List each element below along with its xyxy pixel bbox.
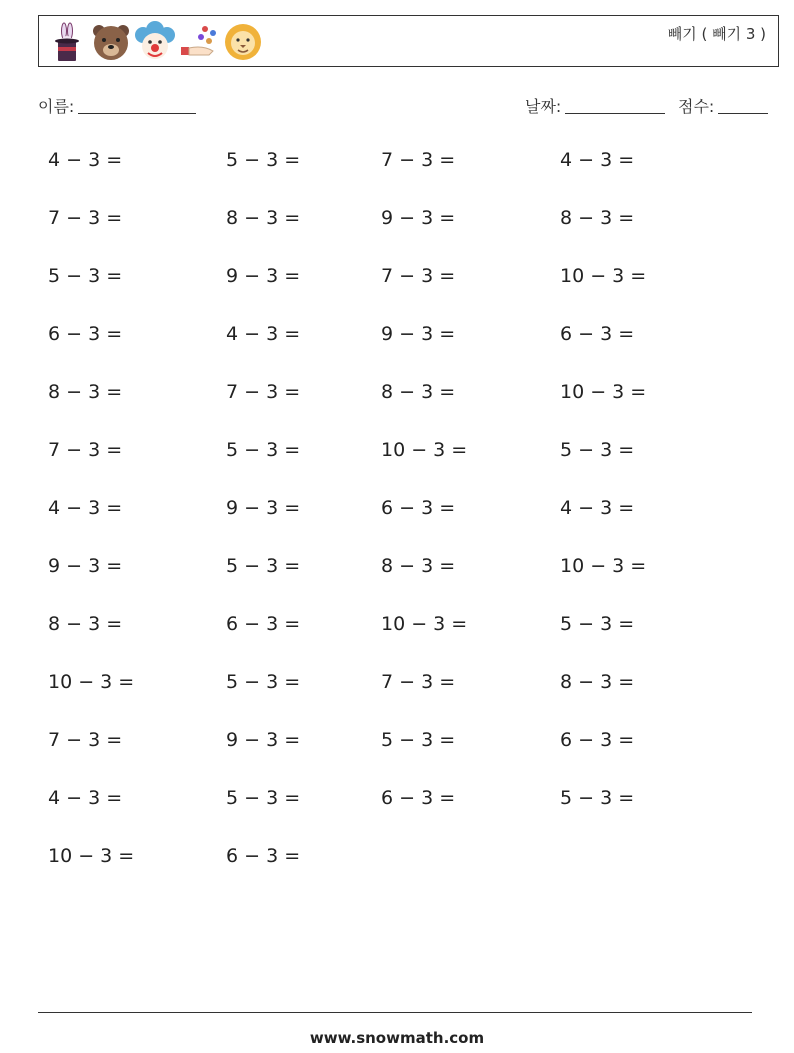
problem-item: 7 − 3 = <box>48 729 123 751</box>
problem-item: 5 − 3 = <box>226 439 301 461</box>
problem-item: 7 − 3 = <box>48 207 123 229</box>
problem-item: 7 − 3 = <box>226 381 301 403</box>
problem-item: 10 − 3 = <box>560 381 647 403</box>
header-icons <box>47 20 263 64</box>
problem-item: 7 − 3 = <box>48 439 123 461</box>
lion-face-icon <box>223 21 263 63</box>
problem-item: 10 − 3 = <box>560 265 647 287</box>
problem-item: 4 − 3 = <box>560 497 635 519</box>
score-label: 점수: <box>678 97 715 116</box>
problem-item: 4 − 3 = <box>48 497 123 519</box>
score-field <box>678 94 768 117</box>
problem-item: 9 − 3 = <box>226 729 301 751</box>
problem-item: 5 − 3 = <box>226 787 301 809</box>
problem-item: 10 − 3 = <box>560 555 647 577</box>
juggling-hand-icon <box>179 21 219 63</box>
problem-item: 5 − 3 = <box>560 439 635 461</box>
header-box <box>38 15 779 67</box>
date-field <box>525 94 665 117</box>
problem-item: 5 − 3 = <box>560 787 635 809</box>
problem-item: 10 − 3 = <box>381 613 468 635</box>
score-blank[interactable] <box>718 97 768 114</box>
problem-item: 5 − 3 = <box>381 729 456 751</box>
footer-url: www.snowmath.com <box>309 1029 485 1047</box>
bear-face-icon <box>91 21 131 63</box>
problem-item: 10 − 3 = <box>381 439 468 461</box>
problem-item: 8 − 3 = <box>48 381 123 403</box>
problem-item: 7 − 3 = <box>381 265 456 287</box>
problem-item: 8 − 3 = <box>226 207 301 229</box>
problem-item: 6 − 3 = <box>226 613 301 635</box>
problem-item: 9 − 3 = <box>226 497 301 519</box>
footer-divider <box>38 1012 752 1013</box>
problem-item: 9 − 3 = <box>381 207 456 229</box>
problem-item: 5 − 3 = <box>226 555 301 577</box>
name-field <box>38 94 196 117</box>
problem-item: 5 − 3 = <box>560 613 635 635</box>
problem-item: 4 − 3 = <box>226 323 301 345</box>
problem-item: 4 − 3 = <box>48 787 123 809</box>
problem-item: 7 − 3 = <box>381 671 456 693</box>
problem-item: 9 − 3 = <box>226 265 301 287</box>
problem-item: 8 − 3 = <box>560 207 635 229</box>
clown-face-icon <box>135 21 175 63</box>
date-label: 날짜: <box>525 97 562 116</box>
problem-item: 6 − 3 = <box>560 323 635 345</box>
problem-item: 6 − 3 = <box>226 845 301 867</box>
date-blank[interactable] <box>565 97 665 114</box>
name-label: 이름: <box>38 97 75 116</box>
name-blank[interactable] <box>78 97 196 114</box>
problem-item: 8 − 3 = <box>560 671 635 693</box>
worksheet-title: 빼기 ( 빼기 3 ) <box>667 25 766 43</box>
problem-item: 6 − 3 = <box>381 787 456 809</box>
problem-item: 7 − 3 = <box>381 149 456 171</box>
problem-item: 9 − 3 = <box>48 555 123 577</box>
problem-item: 6 − 3 = <box>381 497 456 519</box>
problem-item: 4 − 3 = <box>48 149 123 171</box>
problem-item: 6 − 3 = <box>48 323 123 345</box>
problem-item: 5 − 3 = <box>226 671 301 693</box>
problem-item: 9 − 3 = <box>381 323 456 345</box>
problem-item: 4 − 3 = <box>560 149 635 171</box>
magic-hat-rabbit-icon <box>47 21 87 63</box>
problem-item: 10 − 3 = <box>48 671 135 693</box>
problem-item: 5 − 3 = <box>226 149 301 171</box>
problem-item: 8 − 3 = <box>381 381 456 403</box>
problem-item: 6 − 3 = <box>560 729 635 751</box>
problem-item: 8 − 3 = <box>381 555 456 577</box>
problem-item: 8 − 3 = <box>48 613 123 635</box>
problem-item: 10 − 3 = <box>48 845 135 867</box>
problem-item: 5 − 3 = <box>48 265 123 287</box>
